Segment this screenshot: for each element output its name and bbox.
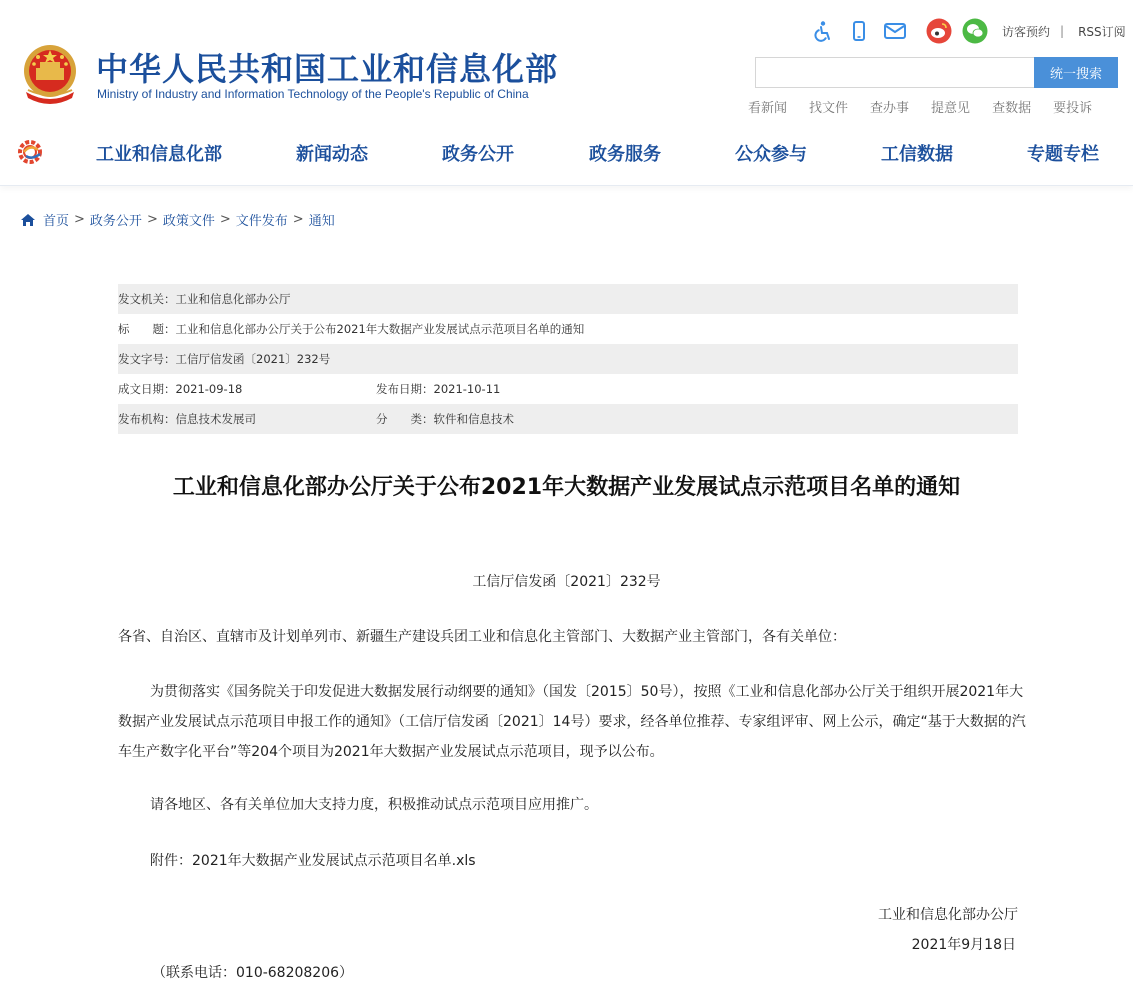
- quick-link-complaint[interactable]: 要投诉: [1053, 101, 1093, 116]
- main-nav: [0, 130, 1133, 174]
- breadcrumb-policy-documents[interactable]: 政策文件: [162, 214, 215, 229]
- meta-value: 工信厅信发函〔2021〕232号: [175, 352, 331, 366]
- breadcrumb-government-affairs[interactable]: 政务公开: [89, 214, 142, 229]
- meta-cell-agency: [118, 411, 256, 427]
- breadcrumb-separator: >: [146, 212, 158, 227]
- document-title: 工业和信息化部办公厅关于公布2021年大数据产业发展试点示范项目名单的通知: [172, 475, 961, 500]
- quick-link-files[interactable]: 找文件: [809, 101, 849, 116]
- meta-cell-created: [118, 381, 242, 397]
- document-number: 工信厅信发函〔2021〕232号: [472, 574, 661, 590]
- quick-link-data[interactable]: 查数据: [992, 101, 1032, 116]
- search-button[interactable]: 统一搜索: [1034, 57, 1118, 88]
- signature-date: 2021年9月18日: [911, 937, 1016, 953]
- quick-link-feedback[interactable]: 提意见: [931, 101, 971, 116]
- meta-label: 发文机关：: [118, 292, 176, 306]
- document-addressees: 各省、自治区、直辖市及计划单列市、新疆生产建设兵团工业和信息化主管部门、大数据产业主管部门，各有关单位：: [118, 629, 846, 645]
- tool-separator: |: [1060, 24, 1065, 38]
- document-request-paragraph: 请各地区、各有关单位加大支持力度，积极推动试点示范项目应用推广。: [150, 797, 598, 813]
- meta-row-dates: [118, 374, 1018, 404]
- meta-cell-published: [376, 381, 500, 397]
- meta-label: 发布日期：: [376, 382, 434, 396]
- meta-label: 成文日期：: [118, 382, 176, 396]
- breadcrumb-home[interactable]: 首页: [43, 214, 70, 229]
- meta-label: 发文字号：: [118, 352, 176, 366]
- site-subtitle: Ministry of Industry and Information Technology of the People's Republic of China: [97, 87, 529, 101]
- nav-item-data[interactable]: 工信数据: [881, 144, 953, 165]
- site-header: [0, 0, 1133, 186]
- nav-item-ministry[interactable]: 工业和信息化部: [96, 144, 222, 165]
- meta-value: 软件和信息技术: [433, 412, 514, 426]
- meta-value: 工业和信息化部办公厅关于公布2021年大数据产业发展试点示范项目名单的通知: [175, 322, 585, 336]
- header-tools: [810, 18, 1126, 44]
- meta-row-doc-number: [118, 344, 1018, 374]
- meta-row-agency: [118, 404, 1018, 434]
- breadcrumb-notice[interactable]: 通知: [308, 214, 335, 229]
- meta-value: 2021-09-18: [175, 382, 243, 396]
- nav-item-services[interactable]: 政务服务: [589, 144, 661, 165]
- breadcrumb: [20, 210, 335, 229]
- quick-link-services[interactable]: 查办事: [870, 101, 910, 116]
- site-title[interactable]: 中华人民共和国工业和信息化部: [96, 50, 559, 88]
- search-input[interactable]: [755, 57, 1035, 88]
- breadcrumb-document-release[interactable]: 文件发布: [235, 214, 288, 229]
- meta-value: 2021-10-11: [433, 382, 501, 396]
- meta-row-issuer: [118, 284, 1018, 314]
- meta-value: 信息技术发展司: [175, 412, 256, 426]
- quick-links: [748, 97, 1114, 116]
- meta-label: 分 类：: [376, 412, 434, 426]
- visitor-appointment-link[interactable]: 访客预约: [1002, 24, 1051, 39]
- nav-item-public-participation[interactable]: 公众参与: [735, 144, 807, 165]
- document-body-paragraph: 为贯彻落实《国务院关于印发促进大数据发展行动纲要的通知》（国发〔2015〕50号），按照《工业和信息化部办公厅关于组织开展2021年大数据产业发展试点示范项目申报工作的通知》（工信厅信发函〔2021〕14号）要求，经各单位推荐、专家组评审、网上公示，确定“基于大数据的汽车生产数字化平台”等204个项目为2021年大数据产业发展试点示范项目，现予以公布。: [118, 684, 1026, 760]
- national-emblem-logo[interactable]: [18, 40, 82, 106]
- contact-phone: （联系电话：010-68208206）: [152, 965, 354, 981]
- mail-icon[interactable]: [882, 18, 908, 44]
- miit-gear-logo-icon[interactable]: [16, 138, 46, 166]
- meta-label: 标 题：: [118, 322, 176, 336]
- breadcrumb-separator: >: [74, 212, 85, 227]
- accessibility-icon[interactable]: [810, 18, 836, 44]
- nav-item-government-affairs[interactable]: 政务公开: [442, 144, 514, 165]
- nav-item-special-topics[interactable]: 专题专栏: [1027, 144, 1099, 165]
- signature-organization: 工业和信息化部办公厅: [878, 907, 1018, 923]
- meta-value: 工业和信息化部办公厅: [175, 292, 291, 306]
- home-icon[interactable]: [20, 213, 36, 227]
- weibo-icon[interactable]: [926, 18, 952, 44]
- wechat-icon[interactable]: [962, 18, 988, 44]
- meta-row-title: [118, 314, 1018, 344]
- attachment-link[interactable]: 附件：2021年大数据产业发展试点示范项目名单.xls: [150, 853, 476, 869]
- meta-cell-category: [376, 411, 514, 427]
- document-meta-table: [118, 284, 1018, 434]
- mobile-icon[interactable]: [846, 18, 872, 44]
- nav-item-news[interactable]: 新闻动态: [296, 144, 368, 165]
- quick-link-news[interactable]: 看新闻: [748, 101, 788, 116]
- meta-label: 发布机构：: [118, 412, 176, 426]
- rss-subscribe-link[interactable]: RSS订阅: [1078, 24, 1126, 39]
- breadcrumb-separator: >: [292, 212, 304, 227]
- breadcrumb-separator: >: [219, 212, 231, 227]
